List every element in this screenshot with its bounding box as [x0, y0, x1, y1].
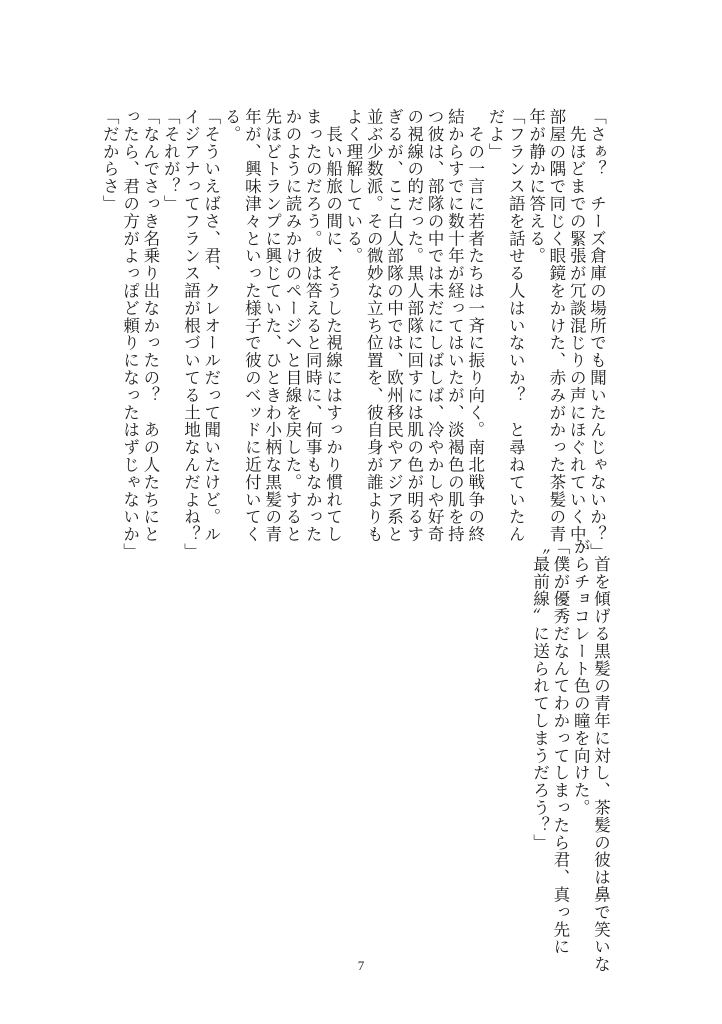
text-column: 「そういえばさ、君、クレオールだって聞いたけど。ル	[201, 108, 221, 543]
text-column: つ彼は、部隊の中では未だにしばしば、冷やかしや好奇	[425, 108, 445, 543]
text-column: がらチョコレート色の瞳を向けた。	[571, 538, 591, 817]
text-column: 「さぁ？ チーズ倉庫の場所でも聞いたんじゃないか？」	[587, 108, 607, 561]
text-column: イジアナってフランス語が根づいてる土地なんだよね？」	[181, 108, 201, 561]
text-column: 「だからさ」	[100, 108, 120, 213]
text-column: 〝最前線〟に送られてしまうだろう？」	[530, 538, 550, 852]
text-column: 「フランス語を話せる人はいないか？ と尋ねていたん	[506, 108, 526, 543]
text-column: ったら、君の方がよっぽど頼りになったはずじゃないか」	[120, 108, 140, 561]
text-column: 年が静かに答える。	[526, 108, 546, 265]
page-number: 7	[357, 958, 365, 973]
text-column: 「僕が優秀だなんてわかってしまったら君、真っ先に	[550, 538, 570, 956]
text-column: かのように読みかけのページへと目線を戻した。すると	[283, 108, 302, 543]
text-column: ぎるが、ここ白人部隊の中では、欧州移民やアジア系と	[384, 108, 404, 543]
text-column: 「なんでさっき名乗り出なかったの？ あの人たちにと	[140, 108, 160, 543]
text-column: の視線の的だった。黒人部隊に回すには肌の色が明るす	[404, 108, 424, 543]
text-column: その一言に若者たちは一斉に振り向く。南北戦争の終	[465, 108, 485, 543]
text-column: 並ぶ少数派。その微妙な立ち位置を、彼自身が誰よりも	[364, 108, 384, 543]
text-column: 結からすでに数十年が経ってはいたが、淡褐色の肌を持	[445, 108, 465, 543]
text-column: 首を傾げる黒髪の青年に対し、茶髪の彼は鼻で笑いな	[591, 538, 611, 973]
text-column: 部屋の隅で同じく眼鏡をかけた、赤みがかった茶髪の青	[546, 108, 566, 543]
text-column: よく理解している。	[343, 108, 363, 265]
text-column: だよ」	[486, 108, 505, 161]
text-column: 先ほどトランプに興じていた、ひときわ小柄な黒髪の青	[262, 108, 282, 543]
text-column: まったのだろう。彼は答えると同時に、何事もなかった	[303, 108, 323, 543]
text-column: る。	[222, 108, 242, 143]
text-column: 「それが？」	[161, 108, 181, 213]
text-column: 長い船旅の間に、そうした視線にはすっかり慣れてし	[323, 108, 343, 543]
text-column: 先ほどまでの緊張が冗談混じりの声にほぐれていく中、	[567, 108, 587, 561]
text-column: 年が、興味津々といった様子で彼のベッドに近付いてく	[242, 108, 262, 543]
